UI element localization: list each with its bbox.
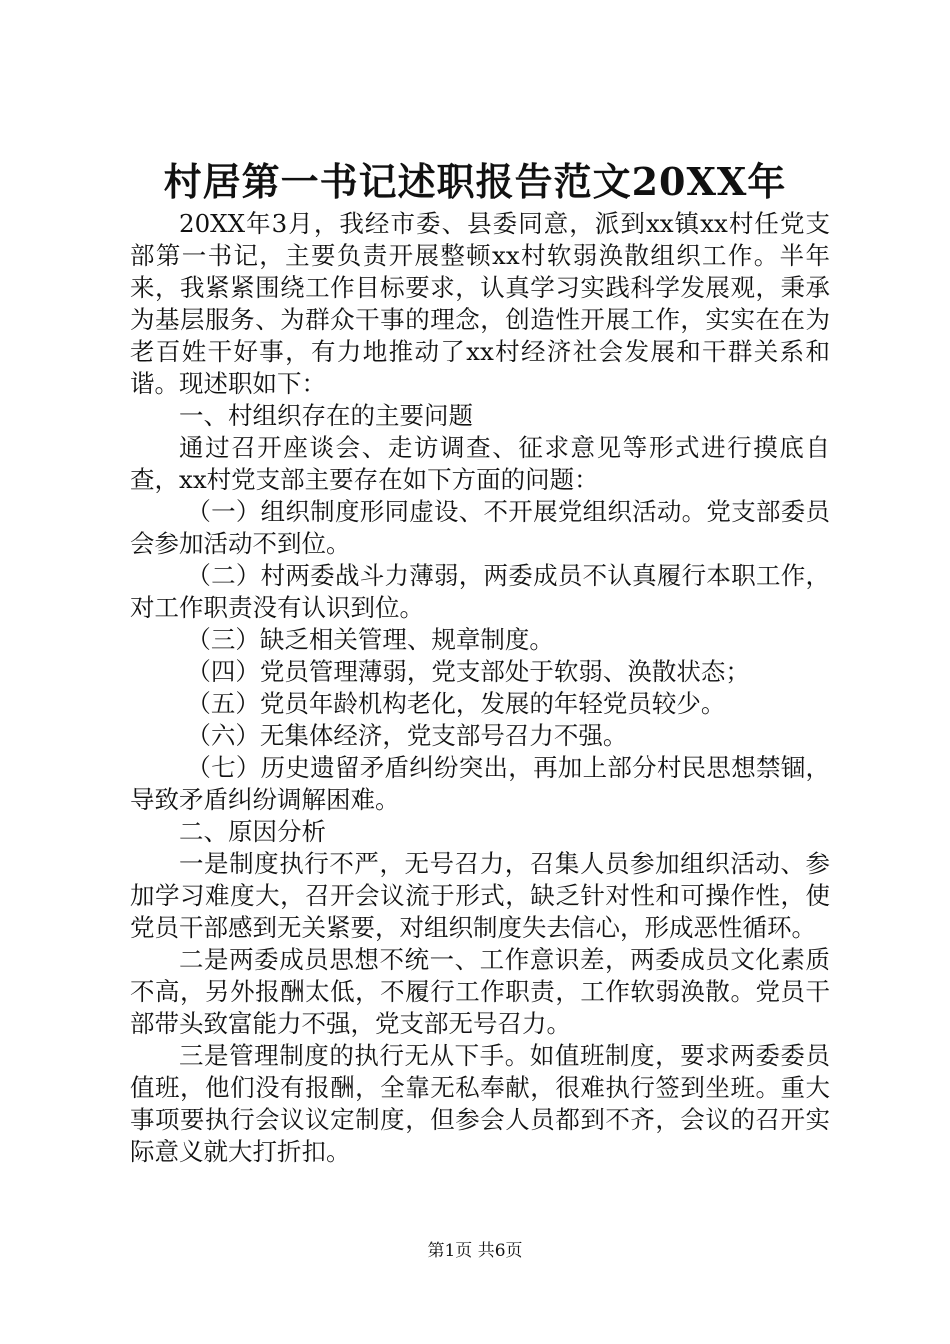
intro-paragraph: 20XX年3月，我经市委、县委同意，派到xx镇xx村任党支部第一书记，主要负责开展整顿xx村软弱涣散组织工作。半年来，我紧紧围绕工作目标要求，认真学习实践科学发展观，秉承为基层服务、为群众干事的理念，创造性开展工作，实实在在为老百姓干好事，有力地推动了xx村经济社会发展和干群关系和谐。现述职如下： [130, 209, 830, 398]
problem-item-7: （七）历史遗留矛盾纠纷突出，再加上部分村民思想禁锢，导致矛盾纠纷调解困难。 [130, 753, 830, 814]
page-footer [0, 1240, 950, 1262]
page-indicator: 第1页 共6页 [427, 1241, 523, 1261]
document-body [130, 208, 830, 1168]
problem-item-3: （三）缺乏相关管理、规章制度。 [186, 625, 554, 654]
problem-item-4: （四）党员管理薄弱，党支部处于软弱、涣散状态； [186, 657, 750, 686]
document-title: 村居第一书记述职报告范文20XX年 [163, 159, 787, 204]
problems-intro-paragraph: 通过召开座谈会、走访调查、征求意见等形式进行摸底自查，xx村党支部主要存在如下方面的问题： [130, 433, 830, 494]
problem-item-2: （二）村两委战斗力薄弱，两委成员不认真履行本职工作，对工作职责没有认识到位。 [130, 561, 830, 622]
problem-item-1: （一）组织制度形同虚设、不开展党组织活动。党支部委员会参加活动不到位。 [130, 497, 830, 558]
section-heading-causes: 二、原因分析 [179, 817, 326, 846]
cause-paragraph-2: 二是两委成员思想不统一、工作意识差，两委成员文化素质不高，另外报酬太低，不履行工作职责，工作软弱涣散。党员干部带头致富能力不强，党支部无号召力。 [130, 945, 830, 1038]
problem-item-5: （五）党员年龄机构老化，发展的年轻党员较少。 [186, 689, 726, 718]
cause-paragraph-3: 三是管理制度的执行无从下手。如值班制度，要求两委委员值班，他们没有报酬，全靠无私奉献，很难执行签到坐班。重大事项要执行会议议定制度，但参会人员都到不齐，会议的召开实际意义就大打折扣。 [130, 1041, 830, 1166]
section-heading-problems: 一、村组织存在的主要问题 [179, 401, 473, 430]
cause-paragraph-1: 一是制度执行不严，无号召力，召集人员参加组织活动、参加学习难度大，召开会议流于形式，缺乏针对性和可操作性，使党员干部感到无关紧要，对组织制度失去信心，形成恶性循环。 [130, 849, 830, 942]
problem-item-6: （六）无集体经济，党支部号召力不强。 [186, 721, 628, 750]
